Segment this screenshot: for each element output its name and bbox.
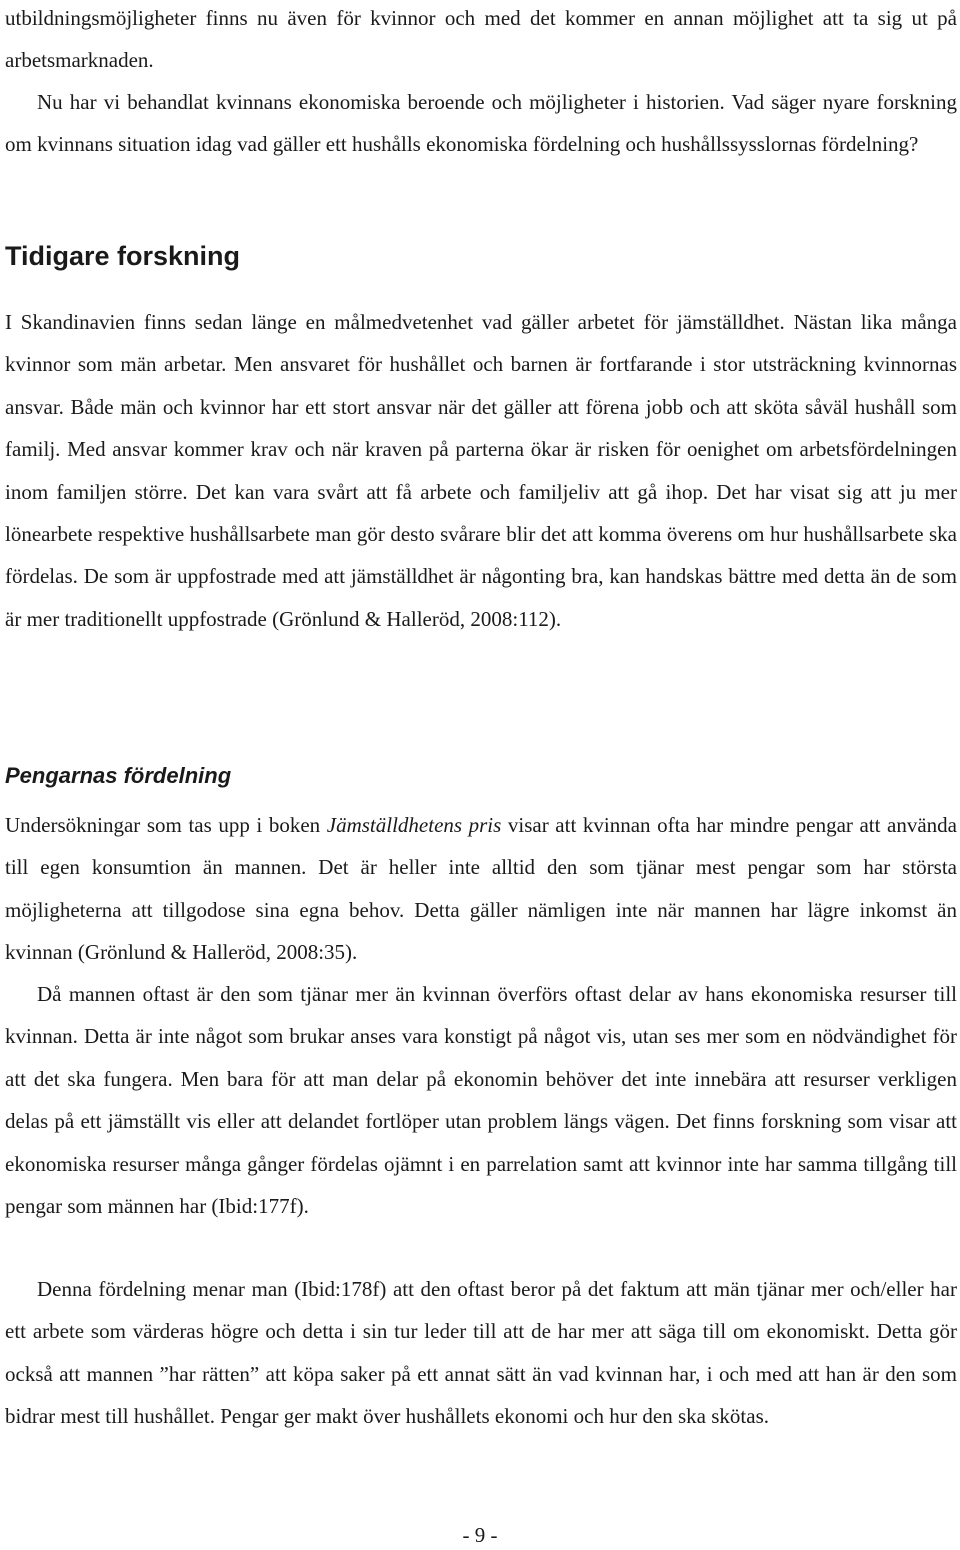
section2-paragraph-1 (5, 804, 957, 974)
section2-p1-text-after: visar att kvinnan ofta har mindre pengar att använda till egen konsumtion än mannen. Det är heller inte alltid den som tjänar mest pengar som har största möjligheterna att tillgodose sina egna behov. Detta gäller nämligen inte när mannen har lägre inkomst än kvinnan (Grönlund & Halleröd, 2008:35). (5, 813, 958, 965)
section2-p1-text-before: Undersökningar som tas upp i boken (5, 813, 327, 837)
intro-paragraph-question: Nu har vi behandlat kvinnans ekonomiska beroende och möjligheter i historien. Vad säger nyare forskning om kvinnans situation idag vad gäller ett hushålls ekonomiska fördelning och hushållssysslornas fördelning? (5, 90, 957, 157)
section2-paragraph-2: Då mannen oftast är den som tjänar mer än kvinnan överförs oftast delar av hans ekonomiska resurser till kvinnan. Detta är inte något som brukar anses vara konstigt på något vis, utan ses mer som en nödvändighet för att det ska fungera. Men bara för att man delar på ekonomin behöver det inte innebära att resurser verkligen delas på ett jämställt vis eller att delandet fortlöper utan problem längs vägen. Det finns forskning som visar att ekonomiska resurser många gånger fördelas ojämnt i en parrelation samt att kvinnor inte har samma tillgång till pengar som männen har (Ibid:177f). (5, 982, 957, 1219)
section2-paragraph-3: Denna fördelning menar man (Ibid:178f) att den oftast beror på det faktum att män tjänar mer och/eller har ett arbete som värderas högre och detta i sin tur leder till att de har mer att säga till om ekonomiskt. Detta gör också att mannen ”har rätten” att köpa saker på ett annat sätt än vad kvinnan har, i och med att han är den som bidrar mest till hushållet. Pengar ger makt över hushållets ekonomi och hur den ska skötas. (5, 1277, 957, 1429)
intro-paragraph-continued: utbildningsmöjligheter finns nu även för kvinnor och med det kommer en annan möjlighet att ta sig ut på arbetsmarknaden. (5, 6, 957, 73)
book-title: Jämställdhetens pris (326, 813, 502, 837)
section-heading-pengarnas-fordelning: Pengarnas fördelning (5, 763, 232, 788)
section-heading-tidigare-forskning: Tidigare forskning (5, 241, 241, 271)
section1-paragraph: I Skandinavien finns sedan länge en målmedvetenhet vad gäller arbetet för jämställdhet. Nästan lika många kvinnor som män arbetar. Men ansvaret för hushållet och barnen är fortfarande i stor utsträckning kvinnornas ansvar. Både män och kvinnor har ett stort ansvar när det gäller att förena jobb och att sköta såväl hushåll som familj. Med ansvar kommer krav och när kraven på parterna ökar är risken för oenighet om arbetsfördelningen inom familjen större. Det kan vara svårt att få arbete och familjeliv att gå ihop. Det har visat sig att ju mer lönearbete respektive hushållsarbete man gör desto svårare blir det att komma överens om hur hushållsarbete ska fördelas. De som är uppfostrade med att jämställdhet är någonting bra, kan handskas bättre med detta än de som är mer traditionellt uppfostrade (Grönlund & Halleröd, 2008:112). (5, 310, 957, 631)
page-number: - 9 - (462, 1523, 498, 1547)
